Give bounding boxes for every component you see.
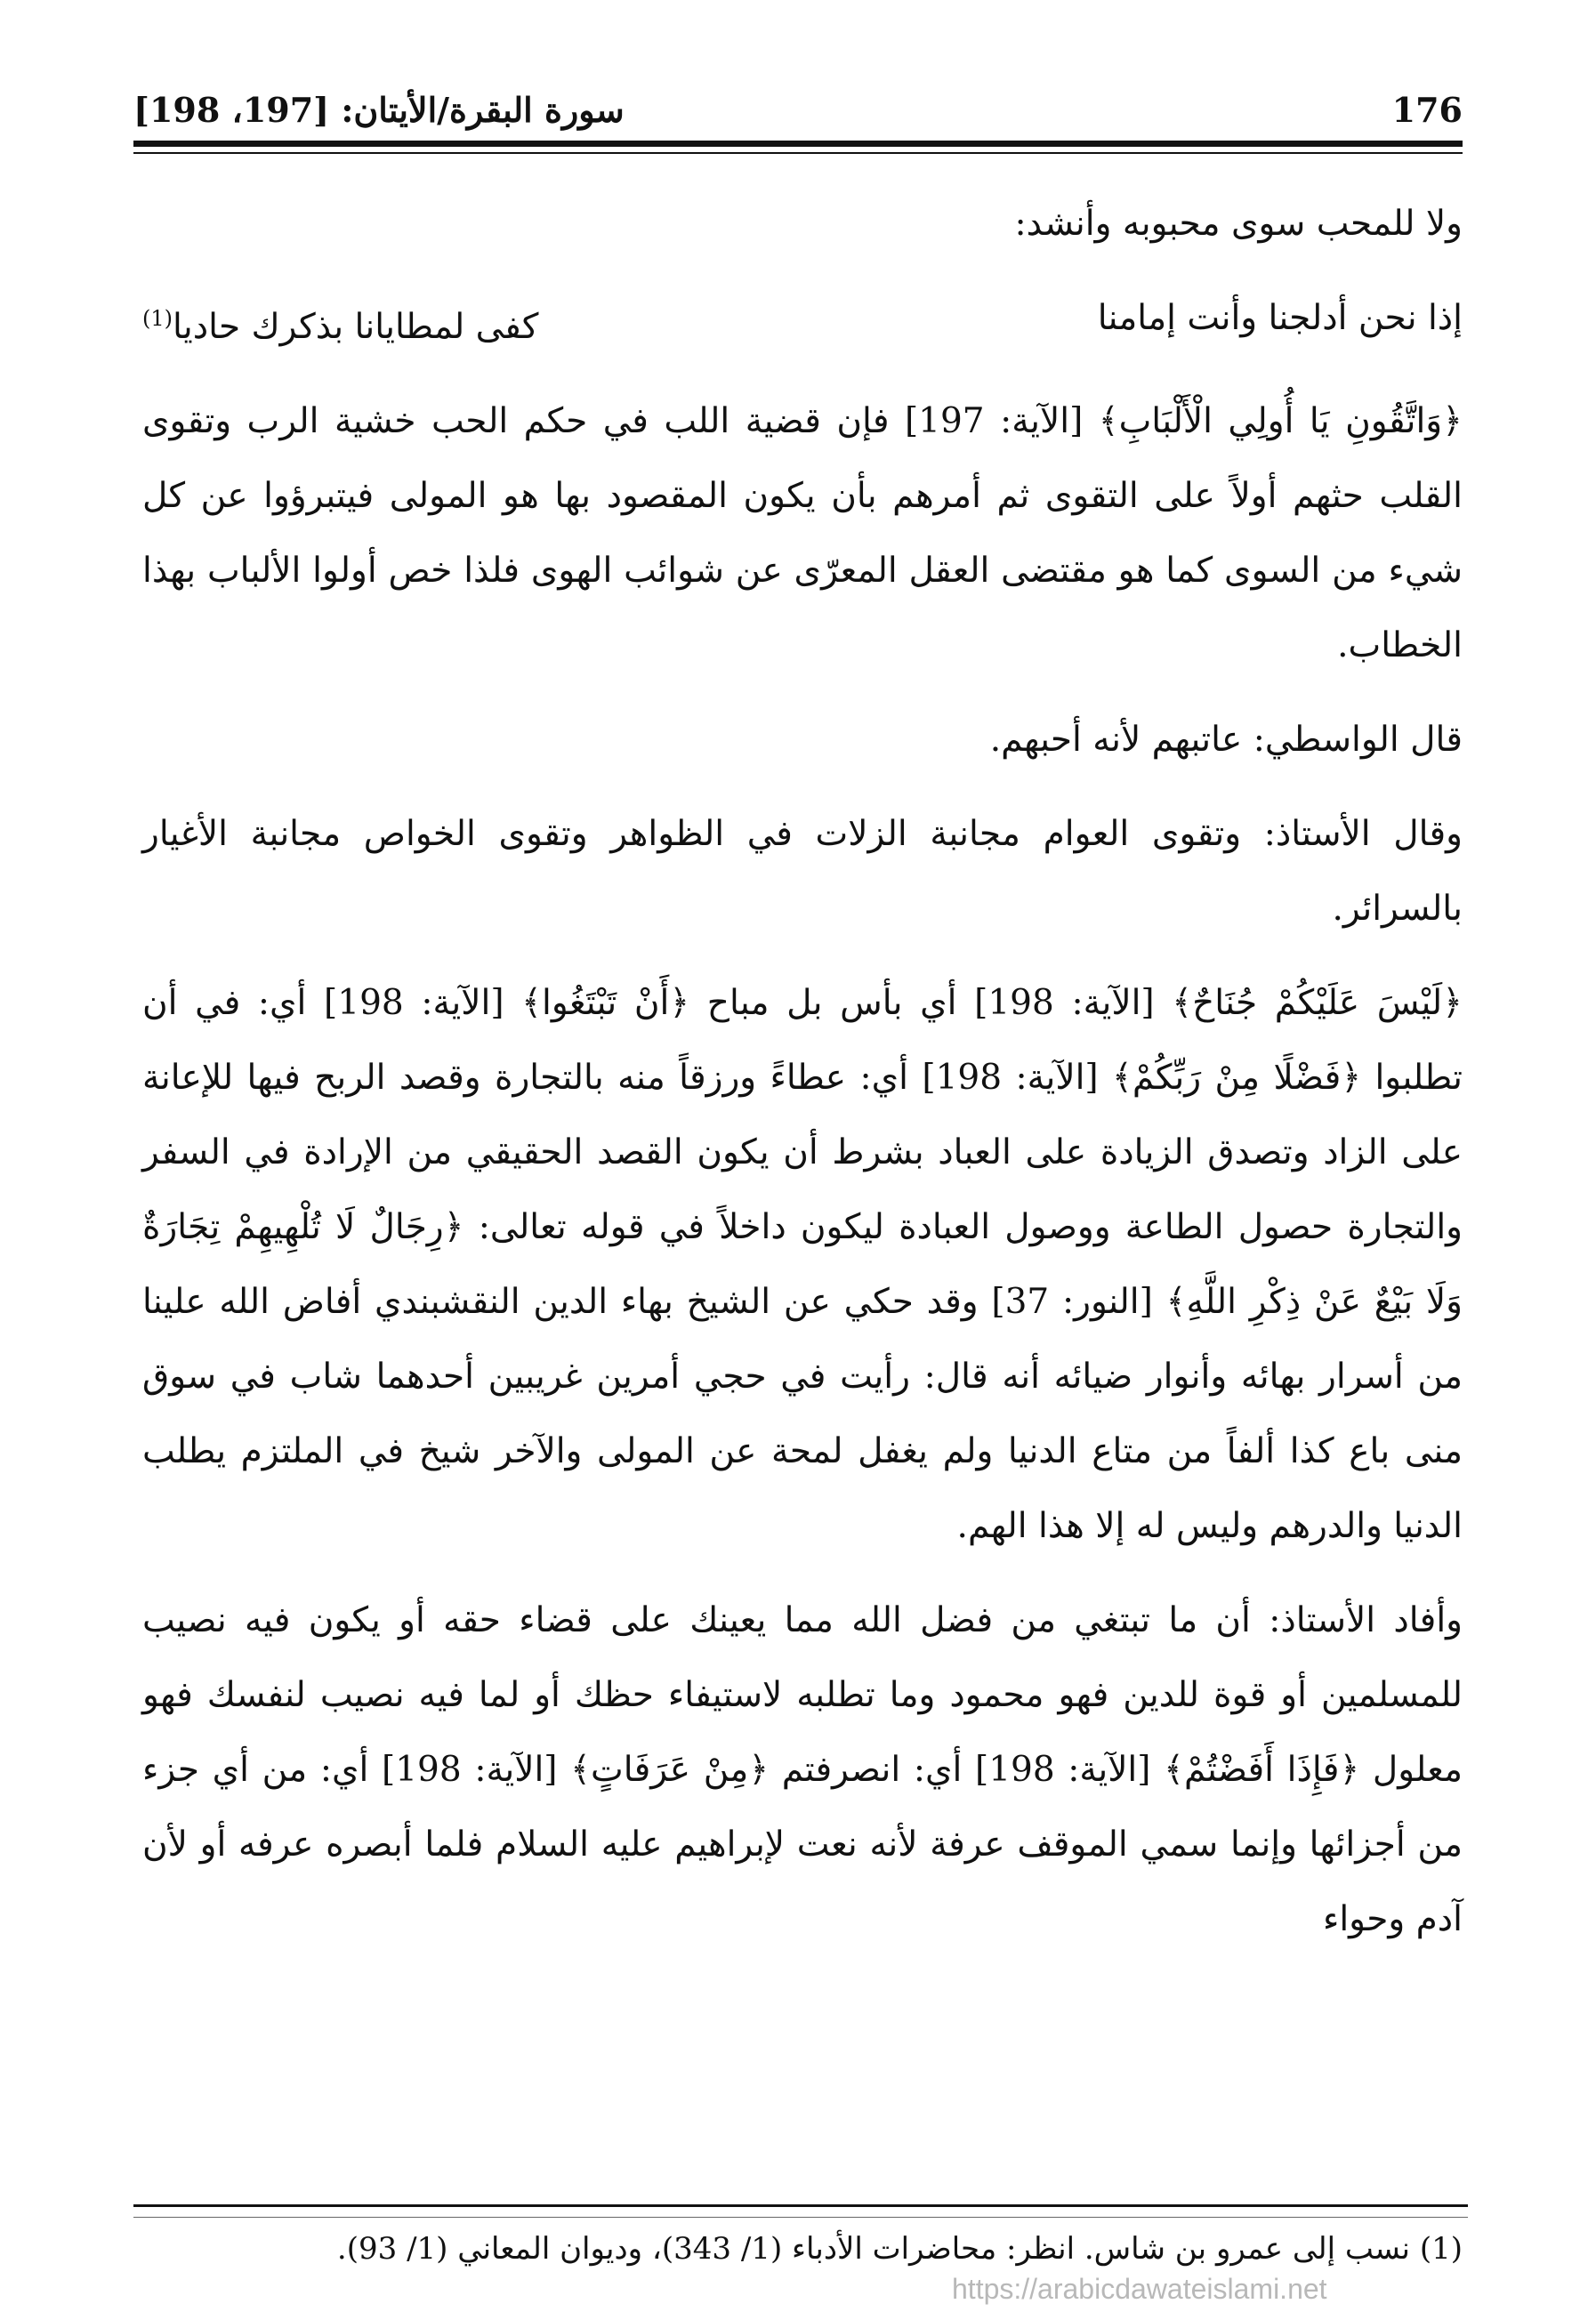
paragraph-taqwa: ﴿وَاتَّقُونِ يَا أُولِي الْأَلْبَابِ﴾ [الآية: 197] فإن قضية اللب في حكم الحب خشية الرب وتقوى القلب حثهم أولاً على التقوى ثم أمرهم بأن يكون المقصود بها هو المولى فيتبرؤوا عن كل شيء من السوى كما هو مقتضى العقل المعرّى عن شوائب الهوى فلذا خص أولوا الألباب بهذا الخطاب. — [142, 401, 1463, 665]
footnote-separator-thin — [133, 2217, 1468, 2218]
poetry-verse — [142, 281, 1463, 365]
paragraph-intro: ولا للمحب سوى محبوبه وأنشد: — [1014, 204, 1463, 244]
footnote: (1) نسب إلى عمرو بن شاس. انظر: محاضرات الأدباء (1/ 343)، وديوان المعاني (1/ 93). — [336, 2231, 1463, 2267]
main-text — [142, 187, 1463, 1977]
paragraph-ustadh: وقال الأستاذ: وتقوى العوام مجانبة الزلات في الظواهر وتقوى الخواص مجانبة الأغيار بالسرائر. — [142, 814, 1463, 929]
running-header — [133, 82, 1463, 137]
paragraph-ifada: وأفاد الأستاذ: أن ما تبتغي من فضل الله مما يعينك على قضاء حقه أو يكون فيه نصيب للمسلمين أو قوة للدين فهو محمود وما تطلبه لاستيفاء حظك أو لما فيه نصيب لنفسك فهو معلول ﴿فَإِذَا أَفَضْتُمْ﴾ [الآية: 198] أي: انصرفتم ﴿مِنْ عَرَفَاتٍ﴾ [الآية: 198] أي: من أي جزء من أجزائها وإنما سمي الموقف عرفة لأنه نعت لإبراهيم عليه السلام فلما أبصره عرفه أو لأن آدم وحواء — [142, 1600, 1463, 1939]
paragraph-wasiti: قال الواسطي: عاتبهم لأنه أحبهم. — [989, 720, 1463, 760]
verse-hemistich-second: كفى لمطايانا بذكرك حاديا$^{(1)}$ — [142, 306, 539, 347]
header-rule-thick — [133, 141, 1463, 147]
page-number: 176 — [1391, 89, 1463, 130]
page-title: سورة البقرة/الأيتان: [197، 198] — [133, 89, 625, 130]
header-rule-thin — [133, 152, 1463, 154]
footnote-marker: (1) — [142, 306, 173, 331]
verse-hemistich-first: إذا نحن أدلجنا وأنت إمامنا — [1097, 298, 1463, 338]
watermark-url: https://arabicdawateislami.net — [952, 2273, 1327, 2305]
paragraph-junah: ﴿لَيْسَ عَلَيْكُمْ جُنَاحٌ﴾ [الآية: 198] أي بأس بل مباح ﴿أَنْ تَبْتَغُوا﴾ [الآية: 198] أي: في أن تطلبوا ﴿فَضْلًا مِنْ رَبِّكُمْ﴾ [الآية: 198] أي: عطاءً ورزقاً منه بالتجارة وقصد الربح فيها للإعانة على الزاد وتصدق الزيادة على العباد بشرط أن يكون القصد الحقيقي من الإرادة في السفر والتجارة حصول الطاعة ووصول العبادة ليكون داخلاً في قوله تعالى: ﴿رِجَالٌ لَا تُلْهِيهِمْ تِجَارَةٌ وَلَا بَيْعٌ عَنْ ذِكْرِ اللَّهِ﴾ [النور: 37] وقد حكي عن الشيخ بهاء الدين النقشبندي أفاض الله علينا من أسرار بهائه وأنوار ضيائه أنه قال: رأيت في حجي أمرين غريبين أحدهما شاب في سوق منى باع كذا ألفاً من متاع الدنيا ولم يغفل لمحة عن المولى والآخر شيخ في الملتزم يطلب الدنيا والدرهم وليس له إلا هذا الهم. — [142, 983, 1463, 1546]
footnote-separator — [133, 2204, 1468, 2207]
